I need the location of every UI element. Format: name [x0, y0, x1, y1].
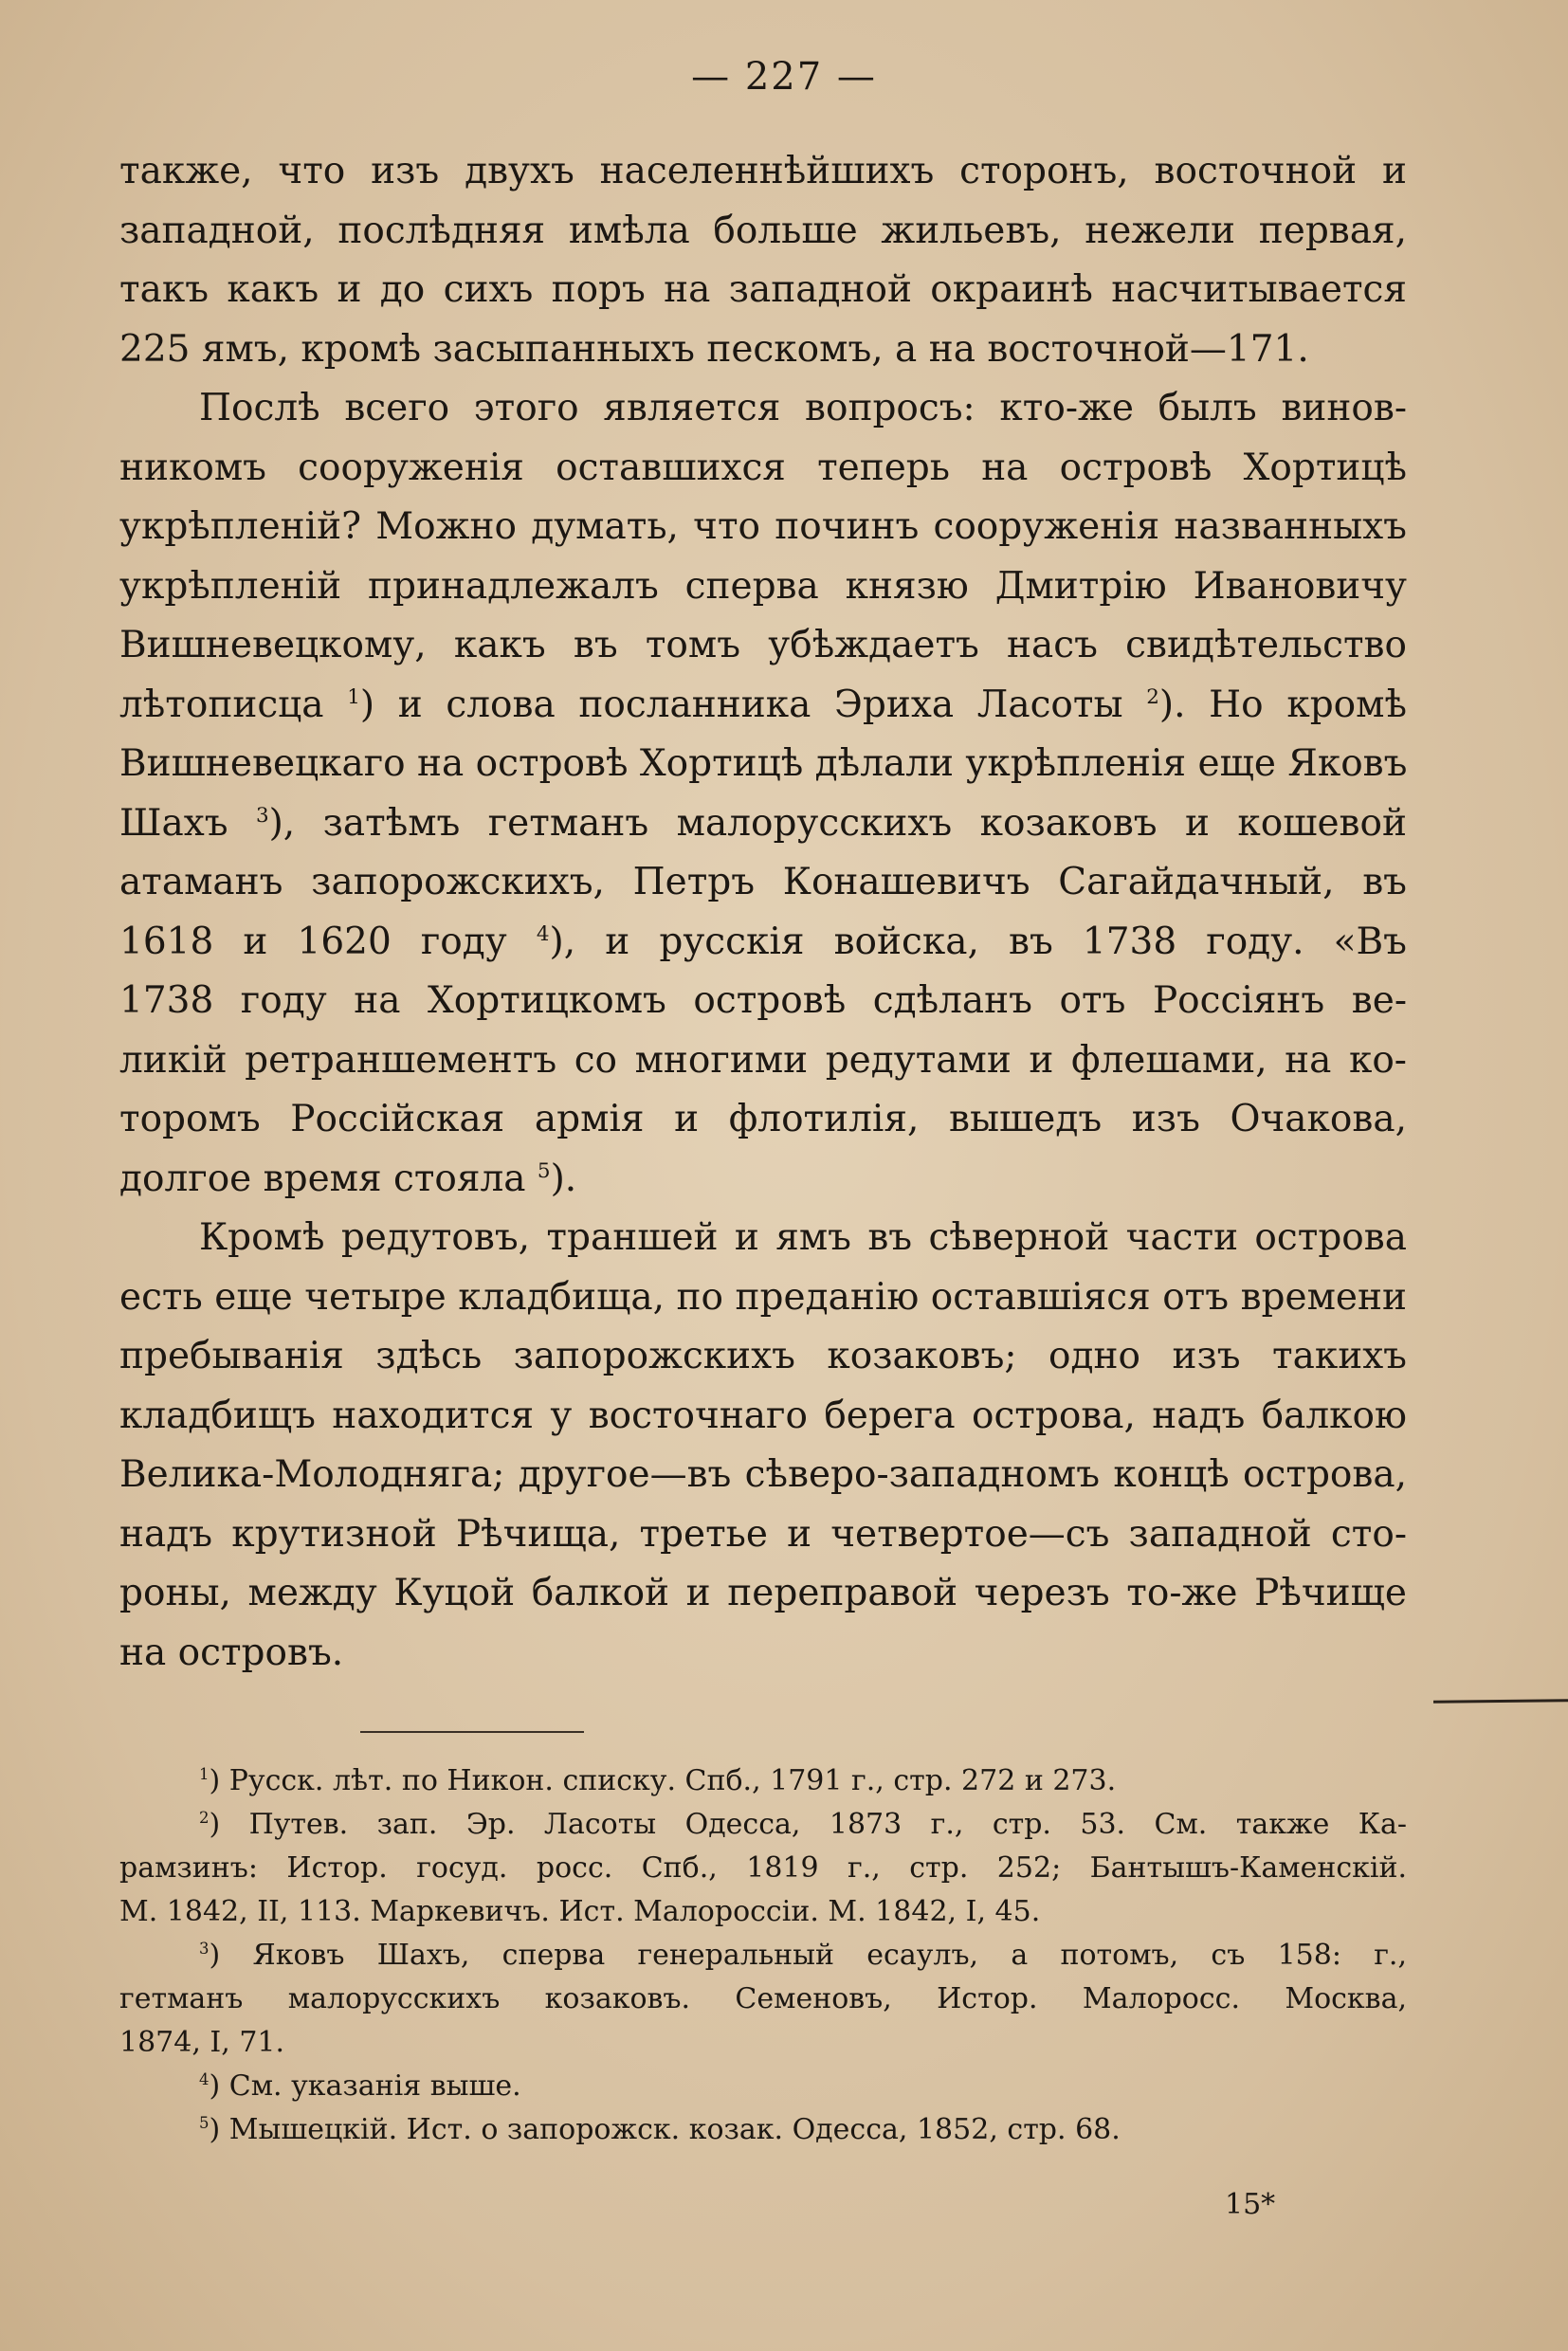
- paragraph: [119, 379, 1407, 1209]
- text-line: также, что изъ двухъ населеннѣйшихъ сторонъ, восточной и: [119, 150, 1407, 192]
- footnote-reference: 5: [537, 1158, 551, 1183]
- text-line: долгое время стояла $^5$).: [119, 1157, 577, 1200]
- text-line: 225 ямъ, кромѣ засыпанныхъ пескомъ, а на восточной—171.: [119, 327, 1309, 371]
- footnote: [119, 2065, 1407, 2108]
- main-text: [119, 142, 1407, 1683]
- text-line: атаманъ запорожскихъ, Петръ Конашевичъ Сагайдачный, въ: [119, 861, 1407, 903]
- footnote-line: $^4$) См. указанія выше.: [199, 2069, 521, 2103]
- footnote-line: $^3$) Яковъ Шахъ, сперва генеральный есаулъ, а потомъ, съ 158: г.,: [199, 1939, 1407, 1972]
- footnote-separator: [360, 1731, 584, 1733]
- text-line: укрѣпленій принадлежалъ сперва князю Дмитрію Ивановичу: [119, 564, 1407, 608]
- text-line: такъ какъ и до сихъ поръ на западной окраинѣ насчитывается: [119, 268, 1407, 311]
- paragraph: [119, 142, 1407, 379]
- footnote-line: гетманъ малорусскихъ козаковъ. Семеновъ, Истор. Малоросс. Москва,: [119, 1982, 1407, 2015]
- footnote-reference: 1: [347, 684, 360, 709]
- text-line: пребыванія здѣсь запорожскихъ козаковъ; одно изъ такихъ: [119, 1335, 1407, 1377]
- text-line: надъ крутизной Рѣчища, третье и четвертое—съ западной сто-: [119, 1512, 1407, 1556]
- text-line: Кромѣ редутовъ, траншей и ямъ въ сѣверной части острова: [199, 1216, 1407, 1259]
- footnote-line: $^5$) Мышецкій. Ист. о запорожск. козак. Одесса, 1852, стр. 68.: [199, 2113, 1121, 2146]
- footnote-line: 1874, I, 71.: [119, 2026, 285, 2059]
- footnote-line: рамзинъ: Истор. госуд. росс. Спб., 1819 г., стр. 252; Бантышъ-Каменскій.: [119, 1851, 1407, 1885]
- page-number: — 227 —: [691, 55, 877, 99]
- text-line: Шахъ $^3$), затѣмъ гетманъ малорусскихъ козаковъ и кошевой: [119, 801, 1407, 845]
- text-line: 1618 и 1620 году $^4$), и русскія войска, въ 1738 году. «Въ: [119, 920, 1407, 963]
- footnote-reference: 3: [255, 803, 269, 828]
- text-line: Послѣ всего этого является вопросъ: кто-же былъ винов-: [199, 387, 1407, 429]
- text-line: Вишневецкаго на островѣ Хортицѣ дѣлали укрѣпленія еще Яковъ: [119, 742, 1408, 785]
- text-line: укрѣпленій? Можно думать, что починъ сооруженія названныхъ: [119, 505, 1407, 548]
- printer-signature-mark: 15*: [1225, 2188, 1276, 2221]
- footnote-number: 4: [199, 2070, 210, 2088]
- footnote-line: $^2$) Путев. зап. Эр. Ласоты Одесса, 1873 г., стр. 53. См. также Ка-: [199, 1808, 1407, 1841]
- footnote-number: 1: [199, 1765, 210, 1783]
- footnotes: [119, 1759, 1407, 2152]
- footnote-line: М. 1842, II, 113. Маркевичъ. Ист. Малороссіи. М. 1842, I, 45.: [119, 1895, 1041, 1928]
- text-line: торомъ Россійская армія и флотилія, вышедъ изъ Очакова,: [119, 1098, 1407, 1140]
- footnote-line: $^1$) Русск. лѣт. по Никон. списку. Спб., 1791 г., стр. 272 и 273.: [199, 1764, 1117, 1797]
- footnote-number: 3: [199, 1940, 210, 1958]
- footnote: [119, 2108, 1407, 2152]
- text-line: есть еще четыре кладбища, по преданію оставшіяся отъ времени: [119, 1275, 1407, 1319]
- footnote: [119, 1759, 1407, 1803]
- footnote-number: 5: [199, 2114, 210, 2132]
- text-line: Велика-Молодняга; другое—въ сѣверо-западномъ концѣ острова,: [119, 1453, 1407, 1496]
- footnote-reference: 2: [1146, 684, 1159, 709]
- footnote: [119, 1934, 1407, 2065]
- footnote-number: 2: [199, 1809, 210, 1827]
- text-line: Вишневецкому, какъ въ томъ убѣждаетъ насъ свидѣтельство: [119, 624, 1407, 666]
- paragraph: [119, 1209, 1407, 1683]
- text-line: западной, послѣдняя имѣла больше жильевъ, нежели первая,: [119, 209, 1407, 252]
- footnote: [119, 1803, 1407, 1934]
- text-line: лѣтописца $^1$) и слова посланника Эриха Ласоты $^2$). Но кромѣ: [119, 683, 1408, 726]
- text-line: 1738 году на Хортицкомъ островѣ сдѣланъ отъ Россіянъ ве-: [119, 979, 1407, 1022]
- ink-mark: [1433, 1699, 1568, 1703]
- text-line: роны, между Куцой балкой и переправой черезъ то-же Рѣчище: [119, 1572, 1407, 1614]
- text-line: ликій ретраншементъ со многими редутами и флешами, на ко-: [119, 1038, 1407, 1082]
- text-line: никомъ сооруженія оставшихся теперь на островѣ Хортицѣ: [119, 446, 1407, 489]
- text-line: кладбищъ находится у восточнаго берега острова, надъ балкою: [119, 1394, 1407, 1437]
- text-line: на островъ.: [119, 1631, 344, 1674]
- footnote-reference: 4: [536, 921, 550, 946]
